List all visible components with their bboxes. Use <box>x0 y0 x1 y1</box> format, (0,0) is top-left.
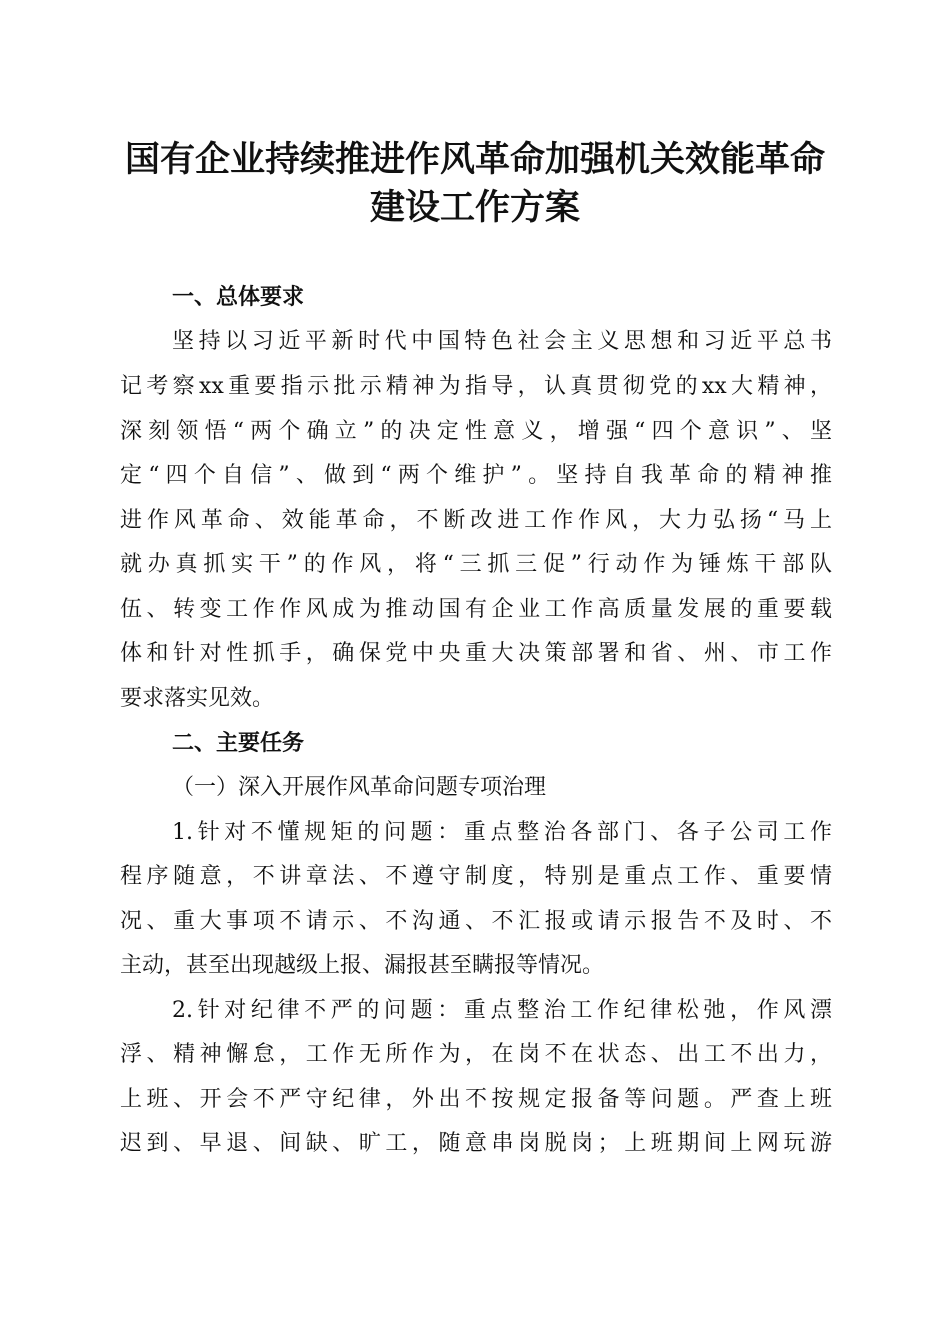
paragraph-line: 进作风革命、效能革命，不断改进工作作风，大力弘扬“马上 <box>120 508 832 533</box>
paragraph-line: 程序随意，不讲章法、不遵守制度，特别是重点工作、重要情 <box>120 864 832 889</box>
paragraph-line: 深刻领悟“两个确立”的决定性意义，增强“四个意识”、坚 <box>120 419 832 444</box>
section-heading-general-requirements: 一、总体要求 <box>172 285 305 310</box>
paragraph-line: 况、重大事项不请示、不沟通、不汇报或请示报告不及时、不 <box>120 909 832 934</box>
paragraph-line: 就办真抓实干”的作风，将“三抓三促”行动作为锤炼干部队 <box>120 552 832 577</box>
paragraph-line: 要求落实见效。 <box>120 686 275 711</box>
paragraph-line: 定“四个自信”、做到“两个维护”。坚持自我革命的精神推 <box>120 463 832 488</box>
paragraph-line: 伍、转变工作作风成为推动国有企业工作高质量发展的重要载 <box>120 597 832 622</box>
paragraph-line: 1.针对不懂规矩的问题：重点整治各部门、各子公司工作 <box>172 820 832 845</box>
section-heading-main-tasks: 二、主要任务 <box>172 731 305 756</box>
subsection-heading: （一）深入开展作风革命问题专项治理 <box>172 775 547 800</box>
document-title-line-1: 国有企业持续推进作风革命加强机关效能革命 <box>124 139 825 180</box>
paragraph-line: 2.针对纪律不严的问题：重点整治工作纪律松弛，作风漂 <box>172 998 832 1023</box>
paragraph-line: 坚持以习近平新时代中国特色社会主义思想和习近平总书 <box>172 329 832 354</box>
paragraph-line: 记考察xx重要指示批示精神为指导，认真贯彻党的xx大精神， <box>120 374 832 399</box>
paragraph-line: 体和针对性抓手，确保党中央重大决策部署和省、州、市工作 <box>120 641 832 666</box>
paragraph-line: 主动，甚至出现越级上报、漏报甚至瞒报等情况。 <box>120 953 605 978</box>
paragraph-line: 迟到、早退、间缺、旷工，随意串岗脱岗；上班期间上网玩游 <box>120 1131 832 1156</box>
paragraph-line: 浮、精神懈怠，工作无所作为，在岗不在状态、出工不出力， <box>120 1042 832 1067</box>
document-title-line-2: 建设工作方案 <box>369 187 580 228</box>
paragraph-line: 上班、开会不严守纪律，外出不按规定报备等问题。严查上班 <box>120 1087 832 1112</box>
